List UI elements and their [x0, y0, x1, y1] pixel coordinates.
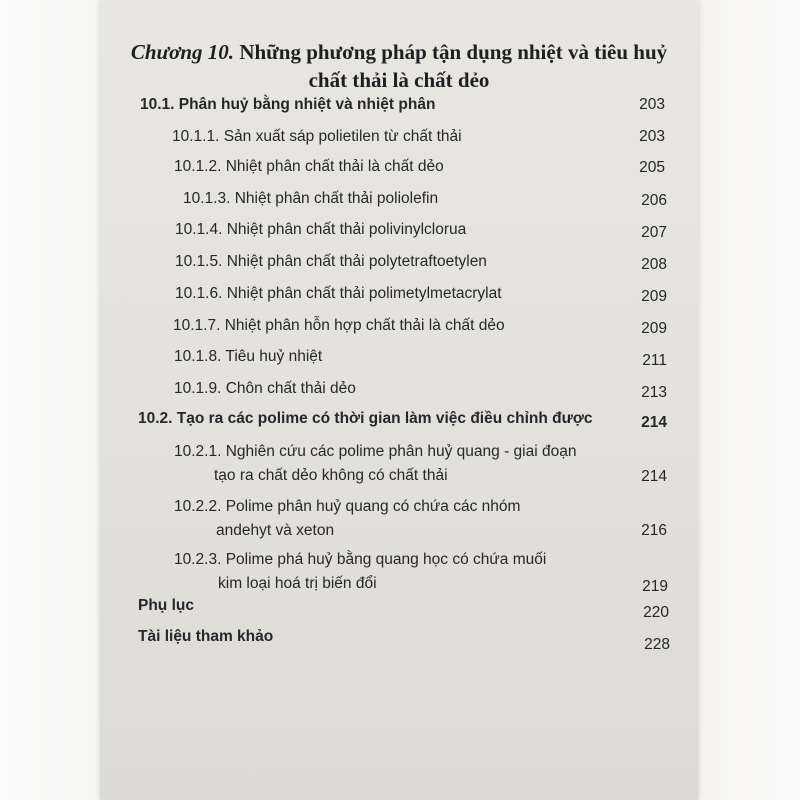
- toc-label: 10.1.4. Nhiệt phân chất thải polivinylclorua: [175, 221, 467, 238]
- chapter-title-line2: chất thải là chất dẻo: [308, 68, 490, 92]
- toc-section-10-1: [140, 96, 435, 114]
- toc-page: 214: [641, 468, 667, 485]
- toc-page: 207: [641, 224, 667, 241]
- toc-page: 205: [639, 159, 665, 176]
- background-left: [0, 0, 100, 800]
- toc-page: 209: [641, 288, 667, 305]
- toc-entry-10-2-1: [174, 440, 594, 488]
- toc-entry-10-1-3: [183, 190, 438, 208]
- toc-section-10-2: [138, 410, 592, 428]
- toc-page: 203: [639, 128, 665, 145]
- toc-label: 10.1.1. Sản xuất sáp polietilen từ chất thải: [172, 128, 462, 145]
- toc-entry-10-1-6: [175, 285, 502, 303]
- chapter-number: Chương 10.: [130, 40, 235, 64]
- toc-entry-10-1-5: [175, 253, 487, 271]
- toc-references: [138, 628, 273, 646]
- toc-page: 209: [641, 320, 667, 337]
- toc-label-line: tạo ra chất dẻo không có chất thải: [214, 467, 448, 484]
- toc-page: 213: [641, 384, 667, 401]
- toc-entry-10-1-1: [172, 128, 462, 146]
- toc-page: 216: [641, 522, 667, 539]
- toc-entry-10-1-4: [175, 221, 466, 239]
- toc-label-line: 10.2.3. Polime phá huỷ bằng quang học có chứa muối: [174, 551, 547, 568]
- toc-page: 219: [642, 578, 668, 595]
- toc-entry-10-2-3: [174, 548, 594, 596]
- toc-entry-10-2-2: [174, 495, 594, 543]
- chapter-heading: [100, 38, 698, 94]
- toc-appendix: [138, 597, 194, 615]
- toc-page: 211: [642, 352, 667, 369]
- toc-page: 214: [641, 414, 667, 431]
- toc-page: 208: [641, 256, 667, 273]
- toc-label-line: 10.2.2. Polime phân huỷ quang có chứa các nhóm: [174, 498, 521, 515]
- book-page: [100, 0, 698, 800]
- toc-label-line: 10.2.1. Nghiên cứu các polime phân huỷ quang - giai đoạn: [174, 443, 577, 460]
- toc-label: 10.1.9. Chôn chất thải dẻo: [174, 380, 356, 397]
- toc-page: 203: [639, 96, 665, 113]
- toc-label: 10.1.8. Tiêu huỷ nhiệt: [174, 348, 323, 365]
- toc-label: 10.1.7. Nhiệt phân hỗn hợp chất thải là chất dẻo: [173, 317, 505, 334]
- toc-label: 10.1.6. Nhiệt phân chất thải polimetylmetacrylat: [175, 285, 502, 302]
- toc-label: 10.1.5. Nhiệt phân chất thải polytetraftoetylen: [175, 253, 487, 270]
- toc-page: 206: [641, 192, 667, 209]
- toc-entry-10-1-2: [174, 158, 444, 176]
- toc-label: Phụ lục: [138, 597, 194, 614]
- toc-entry-10-1-7: [173, 317, 505, 335]
- toc-label: 10.1.3. Nhiệt phân chất thải poliolefin: [183, 190, 439, 207]
- toc-label: 10.1. Phân huỷ bằng nhiệt và nhiệt phân: [140, 96, 436, 113]
- toc-label: 10.1.2. Nhiệt phân chất thải là chất dẻo: [174, 158, 444, 175]
- toc-label: Tài liệu tham khảo: [138, 628, 274, 645]
- toc-label: 10.2. Tạo ra các polime có thời gian làm việc điều chỉnh được: [138, 410, 593, 427]
- toc-entry-10-1-9: [174, 380, 356, 398]
- toc-page: 228: [644, 636, 670, 653]
- toc-page: 220: [643, 604, 669, 621]
- chapter-title-line1: Những phương pháp tận dụng nhiệt và tiêu huỷ: [239, 40, 668, 64]
- toc-entry-10-1-8: [174, 348, 322, 366]
- toc-label-line: andehyt và xeton: [216, 522, 335, 539]
- background-right: [698, 0, 800, 800]
- toc-label-line: kim loại hoá trị biến đổi: [218, 575, 377, 592]
